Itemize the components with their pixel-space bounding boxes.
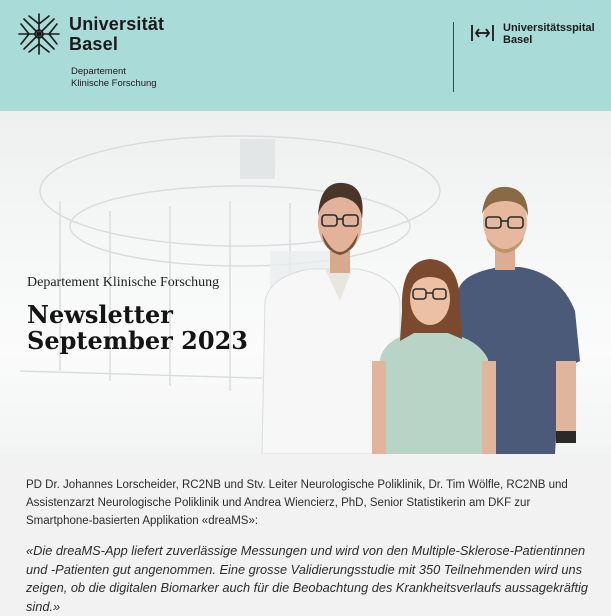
article-intro: PD Dr. Johannes Lorscheider, RC2NB und Stv. Leiter Neurologische Poliklinik, Dr. Tim Wölfle, RC2NB und Assistenzarzt Neurologische Poliklinik und Andrea Wiencierz, PhD, Senior Statistikerin am DKF zur Smartphone-basierten Applikation «dreaMS»: <box>26 479 568 527</box>
university-name-line1: Universität <box>69 14 165 34</box>
title-line1: Newsletter <box>27 300 173 329</box>
article-quote: «Die dreaMS-App liefert zuverlässige Messungen und wird von den Multiple-Sklerose-Patientinnen und -Patienten gut angenommen. Eine grosse Validierungsstudie mit 350 Teilnehmenden wird uns zeigen, ob die digitalen Biomarker auch für die Beobachtung des Krankheitsverlaufs aussagekräftig sind.» <box>26 543 588 614</box>
department-line2: Klinische Forschung <box>71 78 157 89</box>
article-content <box>0 454 611 614</box>
hospital-name <box>503 22 595 46</box>
department-line1: Departement <box>71 66 126 77</box>
university-basel-logo-icon <box>17 12 61 56</box>
header-divider <box>453 22 454 92</box>
hero-subtitle: Departement Klinische Forschung <box>27 275 220 290</box>
newsletter-title <box>27 302 248 354</box>
title-line2: September 2023 <box>27 326 248 355</box>
university-name-line2: Basel <box>69 34 119 54</box>
university-hospital-logo-icon <box>469 23 497 43</box>
hero-banner <box>0 111 611 454</box>
university-name <box>69 14 164 54</box>
hospital-name-line2: Basel <box>503 34 533 46</box>
department-name <box>71 66 157 90</box>
hospital-name-line1: Universitätsspital <box>503 22 595 34</box>
newsletter-header <box>0 0 611 111</box>
